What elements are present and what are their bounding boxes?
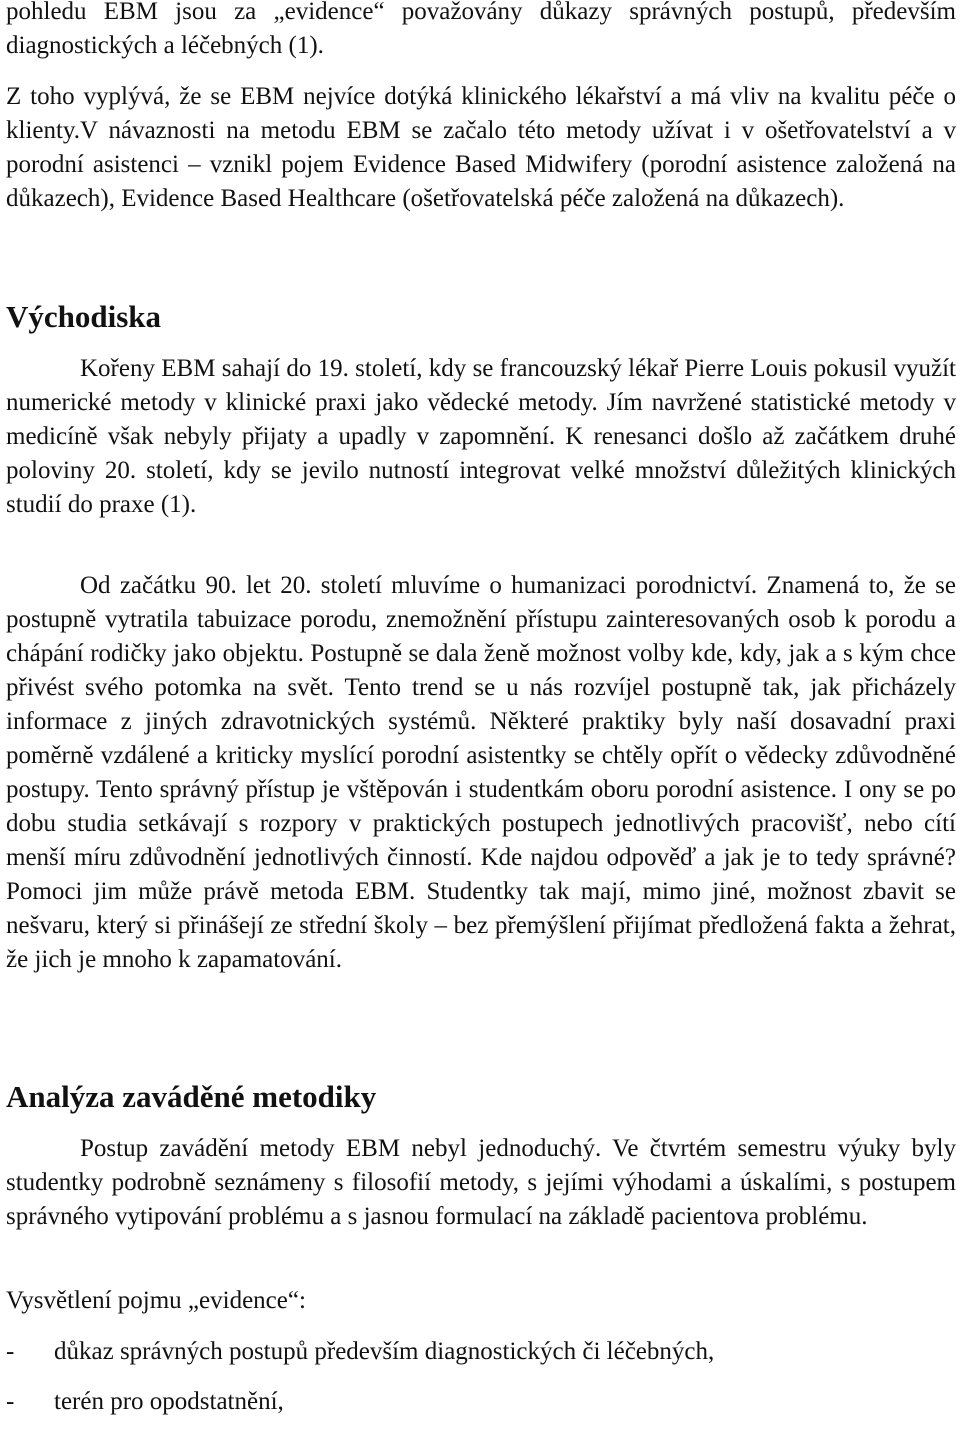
list-item-text: důkaz správných postupů především diagnostických či léčebných,: [54, 1338, 715, 1365]
intro-paragraph-1: pohledu EBM jsou za „evidence“ považovány důkazy správných postupů, především diagnostických a léčebných (1).: [6, 0, 956, 59]
vychodiska-paragraph-1: Kořeny EBM sahají do 19. století, kdy se francouzský lékař Pierre Louis pokusil využít numerické metody v klinické praxi jako vědecké metody. Jím navržené statistické metody v medicíně však nebyly přijaty a upadly v zapomnění. K renesanci došlo až začátkem druhé poloviny 20. století, kdy se jevilo nutností integrovat velké množství důležitých klinických studií do praxe (1).: [6, 355, 956, 518]
evidence-definition-label: Vysvětlení pojmu „evidence“:: [6, 1287, 306, 1314]
intro-paragraph-2: Z toho vyplývá, že se EBM nejvíce dotýká klinického lékařství a má vliv na kvalitu péče o klienty.V návaznosti na metodu EBM se začalo této metody užívat i v ošetřovatelství a v porodní asistenci – vznikl pojem Evidence Based Midwifery (porodní asistence založená na důkazech), Evidence Based Healthcare (ošetřovatelská péče založená na důkazech).: [6, 83, 956, 212]
evidence-definition-list: [6, 1335, 956, 1435]
list-item-text: terén pro opodstatnění,: [54, 1388, 284, 1415]
list-item: [6, 1385, 956, 1419]
section-heading-analyza: Analýza zaváděné metodiky: [6, 1079, 377, 1114]
list-item: [6, 1335, 956, 1369]
dash-bullet: -: [6, 1388, 15, 1415]
dash-bullet: -: [6, 1338, 15, 1365]
vychodiska-paragraph-2: Od začátku 90. let 20. století mluvíme o humanizaci porodnictví. Znamená to, že se postupně vytratila tabuizace porodu, znemožnění přístupu zainteresovaných osob k porodu a chápání rodičky jako objektu. Postupně se dala ženě možnost volby kde, kdy, jak a s kým chce přivést svého potomka na svět. Tento trend se u nás rozvíjel postupně tak, jak přicházely informace z jiných zdravotnických systémů. Některé praktiky byly naší dosavadní praxi poměrně vzdálené a kriticky myslící porodní asistentky se chtěly opřít o vědecky zdůvodněné postupy. Tento správný přístup je vštěpován i studentkám oboru porodní asistence. I ony se po dobu studia setkávají s rozpory v praktických postupech jednotlivých pracovišť, nebo cítí menší míru zdůvodnění jednotlivých činností. Kde najdou odpověď a jak je to tedy správné? Pomoci jim může právě metoda EBM. Studentky tak mají, mimo jiné, možnost zbavit se nešvaru, který si přinášejí ze střední školy – bez přemýšlení přijímat předložená fakta a žehrat, že jich je mnoho k zapamatování.: [6, 572, 956, 973]
section-heading-vychodiska: Východiska: [6, 299, 162, 334]
analyza-paragraph-1: Postup zavádění metody EBM nebyl jednoduchý. Ve čtvrtém semestru výuky byly studentky podrobně seznámeny s filosofií metody, s jejími výhodami a úskalími, s postupem správného vytipování problému a s jasnou formulací na základě pacientova problému.: [6, 1135, 956, 1230]
